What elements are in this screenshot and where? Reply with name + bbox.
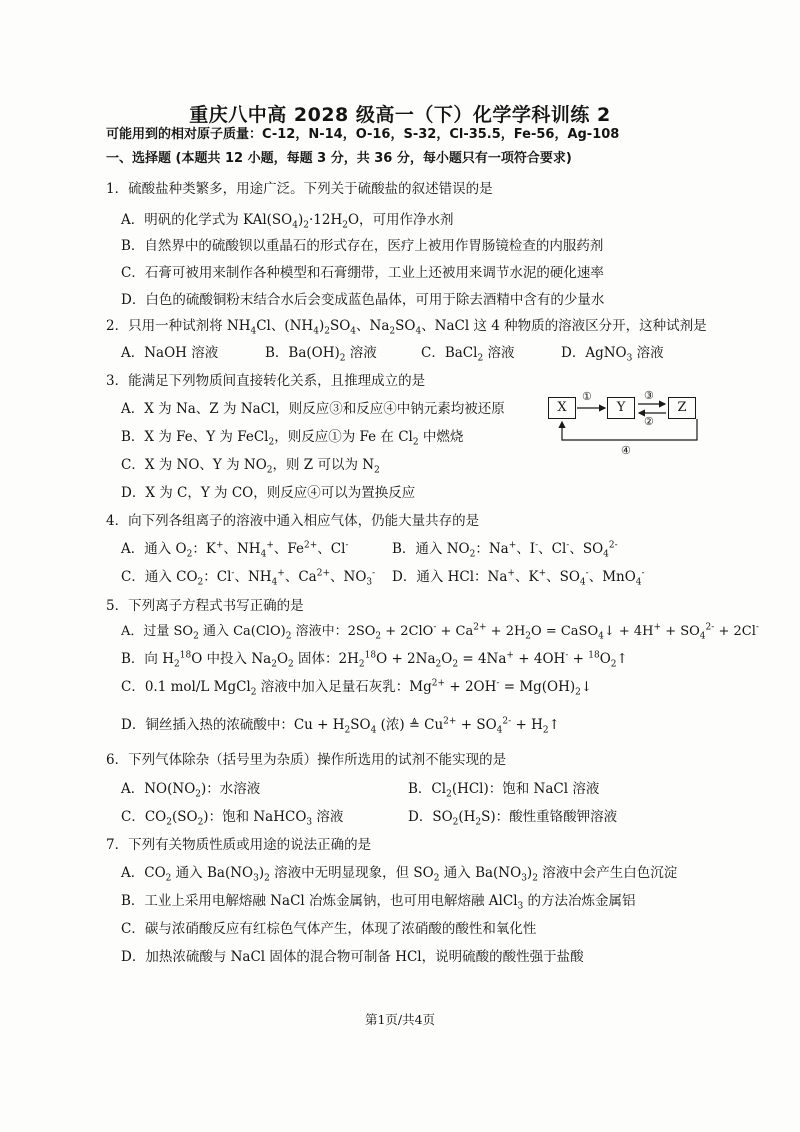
label-1: ① (582, 390, 592, 403)
q1-option-d: D．白色的硫酸铜粉末结合水后会变成蓝色晶体，可用于除去酒精中含有的少量水 (121, 292, 605, 308)
question-7: 7．下列有关物质性质或用途的说法正确的是 (106, 837, 372, 853)
q1-option-c: C．石膏可被用来制作各种模型和石膏绷带，工业上还被用来调节水泥的硬化速率 (121, 265, 604, 281)
page-title: 重庆八中高 2028 级高一（下）化学学科训练 2 (189, 104, 611, 126)
q3-option-c: C．X 为 NO、Y 为 $NO_2$，则 Z 可以为 $N_2$ (121, 457, 380, 476)
q2-option-a: A．NaOH 溶液 (121, 345, 219, 361)
label-3: ③ (644, 389, 654, 402)
q6-option-d: D．$SO_2(H_2S)$：酸性重铬酸钾溶液 (408, 809, 618, 828)
q4-option-a: A．通入 $O_2$：K+、$NH_4^+$、$Fe^{2+}$、Cl- (121, 540, 349, 560)
question-4: 4．向下列各组离子的溶液中通入相应气体，仍能大量共存的是 (106, 513, 480, 529)
q2-option-b: B．$Ba(OH)_2$ 溶液 (265, 345, 377, 364)
q3-option-b: B．X 为 Fe、Y 为 FeCl$_2$，则反应①为 Fe 在 $Cl_2$ 中燃烧 (121, 429, 464, 448)
q3-option-d: D．X 为 C，Y 为 CO，则反应④可以为置换反应 (121, 485, 416, 501)
q4-option-c: C．通入 $CO_2$：Cl-、$NH_4^+$、$Ca^{2+}$、$NO_3^-$ (121, 568, 376, 588)
q7-option-d: D．加热浓硫酸与 NaCl 固体的混合物可制备 HCl，说明硫酸的酸性强于盐酸 (121, 949, 584, 965)
q5-option-a: A．过量 $SO_2$ 通入 $Ca(ClO)_2$ 溶液中：$2SO_2 + 2ClO^- + Ca^{2+} + 2H_2O$ = CaSO$_4$↓ + $4H^+ + SO_4^{2-} + 2Cl^-$ (121, 622, 759, 642)
box-x: X (548, 397, 576, 419)
q5-option-d: D．铜丝插入热的浓硫酸中：$Cu + H_2SO_4$ (浓) ≜ $Cu^{2+} + SO_4^{2-}$ + $H_2↑$ (121, 716, 560, 736)
q2-option-d: D．AgNO$_3$ 溶液 (561, 345, 664, 364)
question-5: 5．下列离子方程式书写正确的是 (106, 598, 304, 614)
q4-option-d: D．通入 HCl：Na+、K+、$SO_4^-$、MnO$_4$- (392, 568, 645, 588)
section-heading: 一、选择题 (本题共 12 小题，每题 3 分，共 36 分，每小题只有一项符合要求) (106, 151, 572, 166)
arrow-4 (562, 419, 697, 440)
q4-option-b: B．通入 $NO_2$：Na+、I-、Cl-、$SO_4^{2-}$ (392, 540, 618, 560)
q7-option-b: B．工业上采用电解熔融 NaCl 冶炼金属钠，也可用电解熔融 AlCl$_3$ 的方法冶炼金属铝 (121, 893, 636, 912)
label-4: ④ (621, 444, 631, 457)
q6-option-b: B．$Cl_2(HCl)$：饱和 NaCl 溶液 (408, 781, 600, 800)
atomic-masses-note: 可能用到的相对原子质量：C-12，N-14，O-16，S-32，Cl-35.5，Fe-56，Ag-108 (106, 127, 620, 142)
question-6: 6．下列气体除杂（括号里为杂质）操作所选用的试剂不能实现的是 (106, 752, 507, 768)
question-3: 3．能满足下列物质间直接转化关系，且推理成立的是 (106, 373, 426, 389)
q3-option-a: A．X 为 Na、Z 为 NaCl，则反应③和反应④中钠元素均被还原 (121, 401, 505, 417)
q5-option-b: B．向 $H_2^{18}O$ 中投入 $Na_2O_2$ 固体：$2H_2^{18}O + 2Na_2O_2 = 4Na^+ + 4OH^-$ + $^{18}O_2↑$ (121, 650, 628, 670)
box-z: Z (668, 397, 696, 419)
q1-option-a: A．明矾的化学式为 $KAl(SO_4)_2\cdot 12H_2O$，可用作净水剂 (121, 212, 454, 231)
q6-option-a: A．$NO(NO_2)$：水溶液 (121, 781, 261, 800)
page-footer: 第1页/共4页 (364, 1012, 436, 1027)
q1-option-b: B．自然界中的硫酸钡以重晶石的形式存在，医疗上被用作胃肠镜检查的内服药剂 (121, 238, 604, 254)
q5-option-c: C．0.1 mol/L MgCl$_2$ 溶液中加入足量石灰乳：$Mg^{2+} + 2OH^-$ = $Mg(OH)_2↓$ (121, 678, 593, 698)
conversion-diagram (543, 389, 703, 462)
q7-option-a: A．$CO_2$ 通入 $Ba(NO_3)_2$ 溶液中无明显现象，但 $SO_2$ 通入 $Ba(NO_3)_2$ 溶液中会产生白色沉淀 (121, 865, 678, 884)
question-2: 2．只用一种试剂将 $NH_4Cl$、$(NH_4)_2SO_4$、$Na_2SO_4$、NaCl 这 4 种物质的溶液区分开，这种试剂是 (106, 318, 707, 337)
q2-option-c: C．BaCl$_2$ 溶液 (421, 345, 515, 364)
box-y: Y (607, 397, 635, 419)
label-2: ② (644, 415, 654, 428)
q6-option-c: C．$CO_2(SO_2)$：饱和 NaHCO$_3$ 溶液 (121, 809, 344, 828)
q7-option-c: C．碳与浓硝酸反应有红棕色气体产生，体现了浓硝酸的酸性和氧化性 (121, 921, 537, 937)
question-1: 1．硫酸盐种类繁多，用途广泛。下列关于硫酸盐的叙述错误的是 (106, 181, 493, 197)
